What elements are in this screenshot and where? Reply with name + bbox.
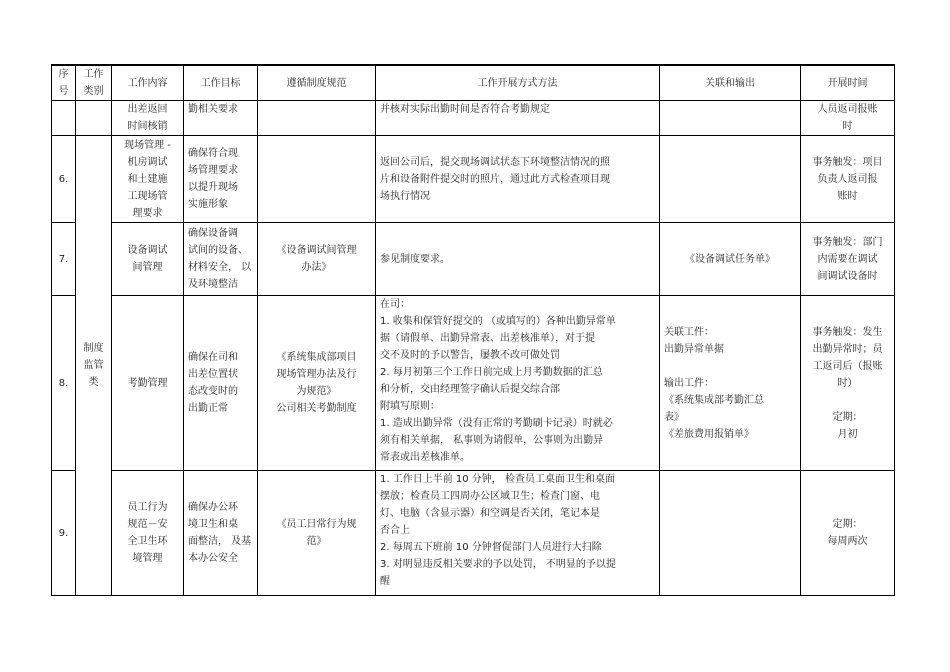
row7-content: 设备调试 间管理: [127, 245, 168, 273]
header-output: 关联和输出: [705, 77, 755, 89]
header-content: 工作内容: [127, 77, 168, 89]
row7-method: 参见制度要求。: [380, 253, 450, 265]
row9-goal: 确保办公环 境卫生和桌 面整洁， 及基 本办公安全: [188, 502, 252, 564]
row8-time: [801, 296, 894, 470]
row8-time-event: 事务触发：发生 出勤异常时；员 工返司后（报账 时）: [812, 326, 883, 389]
row8-output: 关联工件： 出勤异常单据 输出工件： 《系统集成部考勤汇总 表》 《差旅费用报销单》: [664, 326, 764, 440]
table-border-bottom: [51, 595, 895, 596]
row6-time: 事务触发：项目 负责人返司报 账时: [812, 156, 883, 202]
row8-content: 考勤管理: [127, 377, 168, 389]
row8-goal: 确保在司和 出差位置状 态改变时的 出勤正常: [188, 352, 238, 414]
row0-content: 出差返回 时间核销: [127, 104, 168, 132]
row8-seq: 8.: [58, 377, 69, 389]
row8-method-head2: 附填写原则：: [380, 401, 440, 412]
type-category: 制度 监管 类: [76, 136, 111, 595]
row0-time: 人员返司报账 时: [817, 104, 878, 132]
row9-seq: 9.: [58, 527, 69, 539]
row8-method-item-3: 1. 造成出勤异常（没有正常的考勤刷卡记录）时就必 须有相关单据， 私事则为请假单，公事则为出勤异 常表或出差核准单。: [380, 418, 613, 463]
row9-method-item-1: 1. 工作日上半前 10 分钟， 检查员工桌面卫生和桌面 摆放；检查员工四周办公区域卫生；检查门窗、电 灯、电脑（含显示器）和空调是否关闭，笔记本是 否合上: [380, 474, 615, 536]
row7-output: 《设备调试任务单》: [685, 253, 775, 265]
row9-method-item-3: 3. 对明显违反相关要求的予以处罚， 不明显的予以提 醒: [380, 559, 616, 587]
row8-method-item-1: 1. 收集和保管好提交的 （或填写的）各种出勤异常单 据（请假单、出勤异常表、出差核准单），对于提 交不及时的予以警告，屡教不改可做处罚: [380, 316, 616, 361]
header-method: 工作开展方式方法: [477, 77, 558, 89]
row9-method-item-2: 2. 每周五下班前 10 分钟督促部门人员进行大扫除: [380, 542, 602, 553]
header-seq: 序 号: [58, 69, 69, 97]
row-divider-type-top: [76, 135, 111, 136]
row8-method-head: 在司：: [380, 299, 410, 310]
header-rules: 遵循制度规范: [286, 77, 347, 89]
row6-method: 返回公司后，提交现场调试状态下环境整洁情况的照 片和设备附件提交时的照片，通过此方式检查项目现 场执行情况: [380, 156, 610, 202]
row6-content: 现场管理 - 机房调试 和土建施 工现场管 理要求: [124, 139, 171, 219]
row9-method: [376, 471, 659, 595]
header-type: 工作 类别: [83, 69, 104, 97]
row8-rules: 《系统集成部项目 现场管理办法及行 为规范》 公司相关考勤制度: [276, 352, 357, 414]
row9-rules: 《员工日常行为规 范》: [276, 519, 357, 547]
row8-time-periodic: 定期： 月初: [832, 411, 863, 440]
header-goal: 工作目标: [200, 77, 241, 89]
row6-seq: 6.: [58, 173, 69, 185]
header-time: 开展时间: [827, 77, 868, 89]
row7-time: 事务触发：部门 内需要在调试 间调试设备时: [812, 236, 883, 282]
row7-goal: 确保设备调 试间的设备、 材料安全， 以 及环境整洁: [188, 228, 252, 290]
row9-content: 员工行为 规范－安 全卫生环 境管理: [127, 502, 168, 564]
row8-method: [376, 296, 659, 470]
row8-method-item-2: 2. 每月初第三个工作日前完成上月考勤数据的汇总 和分析，交由经理签字确认后提交综合部: [380, 367, 603, 395]
row6-goal: 确保符合现 场管理要求 以提升现场 实施形象: [188, 148, 238, 210]
row7-rules: 《设备调试间管理 办法》: [276, 245, 357, 273]
row0-goal: 勤相关要求: [188, 104, 238, 115]
row9-time: 定期： 每周两次: [827, 519, 868, 547]
row7-seq: 7.: [58, 253, 69, 265]
row0-method: 并核对实际出勤时间是否符合考勤规定: [380, 104, 550, 115]
col-divider: [894, 64, 895, 596]
